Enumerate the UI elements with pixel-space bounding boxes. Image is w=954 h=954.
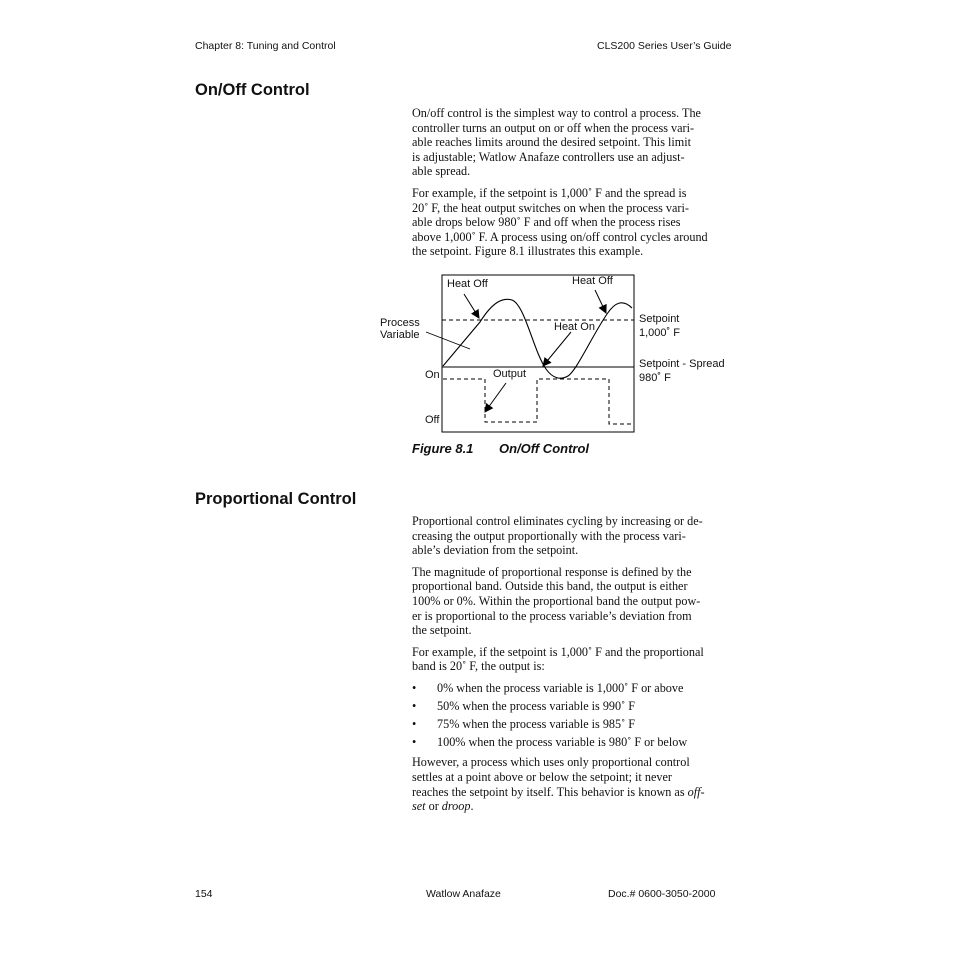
label-spread-value: 980˚ F: [639, 372, 671, 384]
term-offset-end: set: [412, 799, 426, 814]
output-waveform: [443, 379, 634, 424]
label-output: Output: [493, 368, 527, 380]
label-process: Process: [380, 317, 420, 329]
term-droop: droop: [441, 799, 471, 814]
running-header-chapter: Chapter 8: Tuning and Control: [195, 40, 336, 52]
section-heading-on-off-control: On/Off Control: [195, 81, 310, 99]
section2-paragraph-1: Proportional control eliminates cycling by increasing or de- creasing the output proportionally with the process vari- able’s deviation from the setpoint.: [412, 514, 703, 558]
heat-off-2-arrow: [595, 290, 606, 313]
heat-off-1-arrow: [464, 294, 479, 318]
label-heat-off-1: Heat Off: [447, 278, 488, 290]
section1-paragraph-1: On/off control is the simplest way to control a process. The controller turns an output on or off when the process vari- able reaches limits around the desired setpoint. This limit is adjustable; Watlow Anafaze controllers use an adjust- able spread.: [412, 106, 701, 179]
output-bullet-list: [412, 681, 740, 750]
list-item: • 100% when the process variable is 980˚ F or below: [412, 734, 688, 749]
section2-body: [412, 514, 740, 821]
section2-paragraph-2: The magnitude of proportional response is defined by the proportional band. Outside this band, the output is either 100% or 0%. Within the proportional band the output pow- er is proportional to the process variable’s deviation from the setpoint.: [412, 564, 701, 638]
footer-page-number: 154: [195, 888, 213, 900]
footer-company: Watlow Anafaze: [426, 888, 501, 900]
label-off: Off: [425, 414, 440, 426]
output-arrow: [485, 383, 506, 412]
label-setpoint-value: 1,000˚ F: [639, 327, 680, 339]
footer-doc-number: Doc.# 0600-3050-2000: [608, 888, 716, 900]
label-variable: Variable: [380, 329, 420, 341]
term-offset-start: off-: [687, 784, 705, 799]
section1-body: [412, 106, 740, 266]
section2-paragraph-3: For example, if the setpoint is 1,000˚ F and the proportional band is 20˚ F, the output is:: [412, 644, 704, 674]
list-item: • 50% when the process variable is 990˚ F: [412, 698, 635, 713]
label-setpoint: Setpoint: [639, 313, 680, 325]
label-setpoint-spread: Setpoint - Spread: [639, 358, 725, 370]
label-on: On: [425, 369, 440, 381]
heat-on-arrow: [543, 332, 571, 366]
process-variable-curve: [443, 299, 632, 378]
section-heading-proportional-control: Proportional Control: [195, 490, 357, 508]
list-item: • 75% when the process variable is 985˚ F: [412, 716, 635, 731]
label-heat-off-2: Heat Off: [572, 275, 613, 287]
section1-paragraph-2: For example, if the setpoint is 1,000˚ F and the spread is 20˚ F, the heat output switches on when the process vari- able drops below 980˚ F and off when the process rises above 1,000˚ F. A process using on/off control cycles around the setpoint. Figure 8.1 illustrates this example.: [412, 185, 708, 259]
figure-caption-number: Figure 8.1: [412, 441, 474, 456]
process-variable-pointer: [426, 332, 470, 349]
list-item: • 0% when the process variable is 1,000˚ F or above: [412, 680, 684, 695]
running-header-guide: CLS200 Series User’s Guide: [597, 40, 732, 52]
figure-caption-title: On/Off Control: [499, 441, 590, 456]
section2-paragraph-4: However, a process which uses only proportional control settles at a point above or below the setpoint; it never reaches the setpoint by itself. This behavior is known as off- set or droop.: [412, 755, 705, 814]
label-heat-on: Heat On: [554, 321, 595, 333]
